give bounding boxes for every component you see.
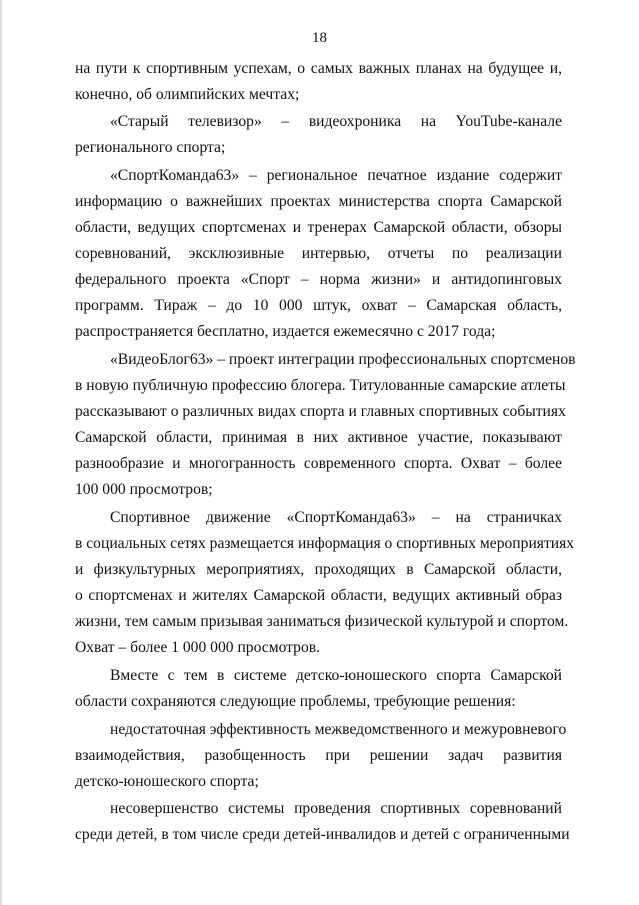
text-line: несовершенство системы проведения спортивных соревнований [110, 800, 562, 817]
text-line: программ. Тираж – до 10 000 штук, охват – Самарская область, [75, 297, 562, 314]
text-line: 100 000 просмотров; [75, 481, 213, 498]
text-line: Вместе с тем в системе детско-юношеского спорта Самарской [110, 667, 562, 684]
text-line: информацию о важнейших проектах министерства спорта Самарской [75, 193, 562, 210]
text-line: рассказывают о различных видах спорта и главных спортивных событиях [75, 403, 566, 420]
text-line: среди детей, в том числе среди детей-инвалидов и детей с ограниченными [75, 826, 570, 843]
text-line: о спортсменах и жителях Самарской области, ведущих активный образ [75, 587, 562, 604]
text-line: Спортивное движение «СпортКоманда63» – на страничках [110, 509, 562, 526]
text-line: детско-юношеского спорта; [75, 773, 259, 790]
text-line: конечно, об олимпийских мечтах; [75, 86, 300, 103]
text-line: области, ведущих спортсменах и тренерах Самарской области, обзоры [75, 219, 562, 236]
text-line: в социальных сетях размещается информация о спортивных мероприятиях [75, 535, 575, 552]
text-line: недостаточная эффективность межведомственного и межуровневого [110, 721, 567, 738]
text-line: Охват – более 1 000 000 просмотров. [75, 639, 321, 656]
text-line: взаимодействия, разобщенность при решении задач развития [75, 747, 562, 764]
text-line: федерального проекта «Спорт – норма жизни» и антидопинговых [75, 271, 562, 288]
scan-edge-shadow [0, 0, 3, 905]
text-line: в новую публичную профессию блогера. Титулованные самарские атлеты [75, 377, 566, 394]
text-line: «Старый телевизор» – видеохроника на YouTube-канале [110, 113, 562, 130]
text-line: «ВидеоБлог63» – проект интеграции профессиональных спортсменов [110, 351, 576, 368]
text-line: распространяется бесплатно, издается ежемесячно с 2017 года; [75, 323, 496, 340]
text-line: регионального спорта; [75, 139, 226, 156]
text-line: жизни, тем самым призывая заниматься физической культурой и спортом. [75, 613, 569, 630]
text-line: области сохраняются следующие проблемы, требующие решения: [75, 693, 516, 710]
text-line: Самарской области, принимая в них активное участие, показывают [75, 429, 562, 446]
text-line: «СпортКоманда63» – региональное печатное издание содержит [110, 167, 562, 184]
text-line: и физкультурных мероприятиях, проходящих в Самарской области, [75, 561, 562, 578]
text-line: соревнований, эксклюзивные интервью, отчеты по реализации [75, 245, 562, 262]
text-line: разнообразие и многогранность современного спорта. Охват – более [75, 455, 562, 472]
page-number: 18 [312, 30, 327, 46]
text-line: на пути к спортивным успехам, о самых важных планах на будущее и, [75, 60, 562, 77]
